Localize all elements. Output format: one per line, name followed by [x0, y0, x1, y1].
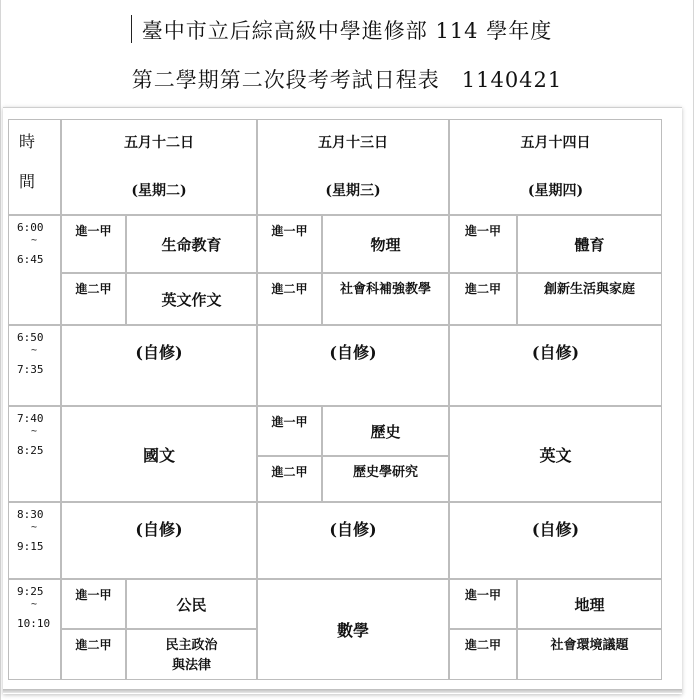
day-weekday: (星期四): [527, 183, 584, 199]
class-label: 進一甲: [449, 215, 517, 273]
self-study: (自修): [61, 325, 257, 406]
time-header-char-1: 時: [19, 132, 36, 151]
exam-subject: 數學: [257, 579, 449, 680]
class-label: 進一甲: [257, 406, 322, 456]
class-label: 進二甲: [61, 273, 126, 325]
time-header-char-2: 間: [19, 172, 36, 191]
period-end: 10:10: [17, 617, 51, 630]
self-study: (自修): [257, 502, 449, 579]
day-header-3: [449, 119, 662, 215]
day-weekday: (星期三): [325, 183, 381, 199]
exam-subject: 體育: [517, 215, 662, 273]
self-study: (自修): [449, 502, 662, 579]
period-time-5: [8, 579, 61, 680]
page-margin-left: [0, 0, 1, 700]
exam-subject: 英文作文: [126, 273, 257, 325]
period-range-tilde: ~: [31, 522, 38, 533]
class-label: 進一甲: [449, 579, 517, 629]
self-study: (自修): [61, 502, 257, 579]
period-range-tilde: ~: [31, 345, 38, 356]
exam-subject: 歷史學研究: [322, 456, 449, 502]
class-label: 進一甲: [61, 215, 126, 273]
class-label: 進二甲: [449, 629, 517, 680]
class-label: 進二甲: [257, 456, 322, 502]
period-end: 7:35: [17, 363, 44, 376]
day-header-1: [61, 119, 257, 215]
exam-subject: 社會環境議題: [517, 629, 662, 680]
day-date: 五月十二日: [124, 135, 194, 151]
day-date: 五月十三日: [318, 135, 388, 151]
period-end: 9:15: [17, 540, 44, 553]
class-label: 進二甲: [449, 273, 517, 325]
period-time-3: [8, 406, 61, 502]
period-start: 6:00: [17, 221, 44, 234]
period-range-tilde: ~: [31, 426, 38, 437]
day-date: 五月十四日: [520, 135, 591, 151]
exam-subject: 公民: [126, 579, 257, 629]
period-time-1: [8, 215, 61, 325]
day-weekday: (星期二): [131, 183, 187, 199]
self-study: (自修): [449, 325, 662, 406]
exam-subject: 生命教育: [126, 215, 257, 273]
class-label: 進一甲: [257, 215, 322, 273]
period-end: 8:25: [17, 444, 44, 457]
class-label: 進二甲: [257, 273, 322, 325]
period-start: 7:40: [17, 412, 44, 425]
exam-subject: 民主政治與法律: [126, 629, 257, 680]
page-bottom-edge: [3, 689, 682, 693]
document-title-line-2: 第二學期第二次段考考試日程表 1140421: [131, 68, 563, 92]
exam-subject: 物理: [322, 215, 449, 273]
exam-subject: 地理: [517, 579, 662, 629]
period-range-tilde: ~: [31, 235, 38, 246]
day-header-2: [257, 119, 449, 215]
period-start: 8:30: [17, 508, 44, 521]
class-label: 進一甲: [61, 579, 126, 629]
period-time-2: [8, 325, 61, 406]
exam-subject: 英文: [449, 406, 662, 502]
exam-subject: 創新生活與家庭: [517, 273, 662, 325]
period-start: 9:25: [17, 585, 44, 598]
period-end: 6:45: [17, 253, 44, 266]
exam-subject: 歷史: [322, 406, 449, 456]
time-header: [8, 119, 61, 215]
document-title-line-1: 臺中市立后綜高級中學進修部 114 學年度: [141, 19, 553, 43]
class-label: 進二甲: [61, 629, 126, 680]
period-start: 6:50: [17, 331, 44, 344]
period-time-4: [8, 502, 61, 579]
exam-subject: 國文: [61, 406, 257, 502]
period-range-tilde: ~: [31, 599, 38, 610]
self-study: (自修): [257, 325, 449, 406]
exam-subject: 社會科補強教學: [322, 273, 449, 325]
